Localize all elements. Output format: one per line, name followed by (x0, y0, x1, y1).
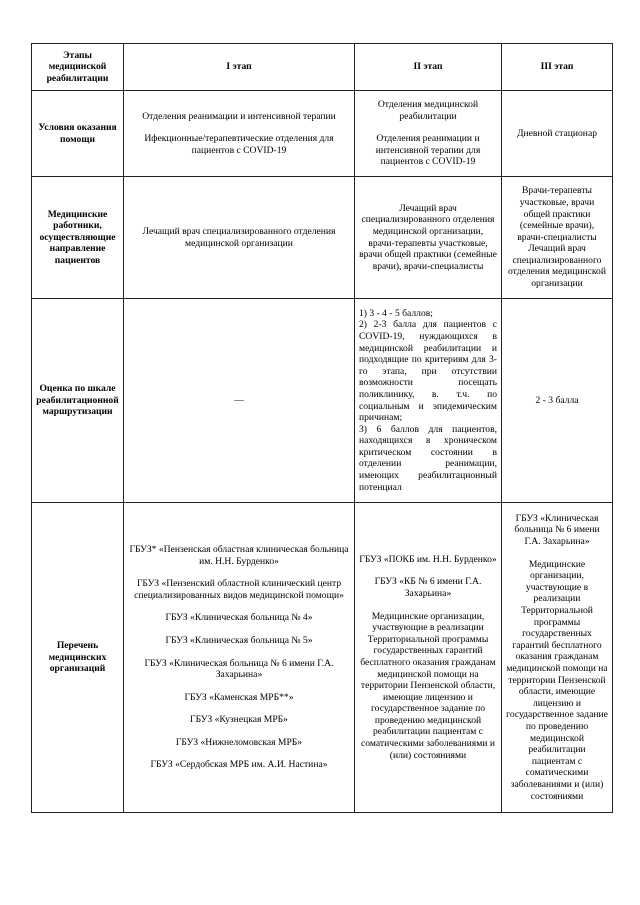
conditions-stage-1-item: Ифекционные/терапевтические отделения для пациентов с COVID-19 (144, 133, 334, 156)
org-item: ГБУЗ «Сердобская МРБ им. А.И. Настина» (150, 759, 328, 771)
org-item: ГБУЗ «КБ № 6 имени Г.А. Захарьина» (374, 576, 482, 599)
org-item: Медицинские организации, участвующие в реализации Территориальной программы государственных гарантий бесплатного оказания гражданам медицинской помощи на территории Пензенской области, имеющие лицензию и государственное задание по проведению медицинской реабилитации пациентам с соматическими заболеваниями и (или) состояниями (360, 610, 496, 761)
org-item: ГБУЗ* «Пензенская областная клиническая больница им. Н.Н. Бурденко» (129, 543, 349, 567)
orgs-stage-1 (124, 503, 355, 813)
conditions-stage-2 (355, 91, 502, 177)
scale-stage-1: — (124, 299, 355, 503)
scale-criterion: 2) 2-3 балла для пациентов с COVID-19, нуждающихся в медицинской реабилитации и подходящие по критериям для 3-го этапа, при отсутствии возможности посещать поликлинику, в. т.ч. по социальным и эпидемическим причинам; (359, 319, 497, 424)
org-item: ГБУЗ «Клиническая больница № 6 имени Г.А. Захарьина» (144, 657, 334, 681)
scale-criterion: 3) 6 баллов для пациентов, находящихся в хроническом критическом состоянии в отделении реанимации, имеющих реабилитационный потенциал (359, 423, 497, 493)
org-item: ГБУЗ «Пензенский областной клинический центр специализированных видов медицинской помощи» (134, 578, 344, 601)
workers-stage-3: Врачи-терапевты участковые, врачи общей практики (семейные врачи), врачи-специалисты Лечащий врач специализированного отделения медицинской организации (502, 177, 613, 299)
rehabilitation-stages-table (31, 43, 613, 813)
org-item: ГБУЗ «ПОКБ им. Н.Н. Бурденко» (359, 553, 497, 565)
scale-row (32, 299, 613, 503)
header-stage-2: II этап (355, 44, 502, 91)
orgs-stage-3 (502, 503, 613, 813)
header-row (32, 44, 613, 91)
workers-stage-1: Лечащий врач специализированного отделения медицинской организации (124, 177, 355, 299)
org-item: ГБУЗ «Каменская МРБ**» (184, 691, 294, 703)
conditions-label: Условия оказания помощи (32, 91, 124, 177)
org-item: ГБУЗ «Клиническая больница № 6 имени Г.А. Захарьина» (514, 512, 600, 548)
org-item: ГБУЗ «Клиническая больница № 4» (165, 612, 313, 624)
header-stages: Этапы медицинской реабилитации (32, 44, 124, 91)
scale-criterion: 1) 3 - 4 - 5 баллов; (359, 307, 433, 319)
scale-label: Оценка по шкале реабилитационной маршрутизации (32, 299, 124, 503)
conditions-stage-2-item: Отделения медицинской реабилитации (377, 99, 479, 122)
scale-stage-2 (355, 299, 502, 503)
orgs-label: Перечень медицинских организаций (32, 503, 124, 813)
workers-row (32, 177, 613, 299)
workers-label: Медицинские работники, осуществляющие направление пациентов (32, 177, 124, 299)
header-stage-3: III этап (502, 44, 613, 91)
conditions-stage-3: Дневной стационар (502, 91, 613, 177)
org-item: ГБУЗ «Клиническая больница № 5» (165, 634, 313, 646)
conditions-stage-2-item: Отделения реанимации и интенсивной терапии для пациентов с COVID-19 (375, 133, 481, 168)
org-item: Медицинские организации, участвующие в реализации Территориальной программы государственных гарантий бесплатного оказания гражданам медицинской помощи на территории Пензенской области, имеющие лицензию и государственное задание по проведению медицинской реабилитации пациентам с соматическими заболеваниями и (или) состояниями (506, 558, 608, 802)
header-stage-1: I этап (124, 44, 355, 91)
conditions-stage-1-item: Отделения реанимации и интенсивной терапии (142, 110, 336, 122)
workers-stage-2: Лечащий врач специализированного отделения медицинской организации, врачи-терапевты участковые, врачи общей практики (семейные врачи), врачи-специалисты (355, 177, 502, 299)
conditions-row (32, 91, 613, 177)
org-item: ГБУЗ «Кузнецкая МРБ» (190, 714, 288, 726)
org-item: ГБУЗ «Нижнеломовская МРБ» (175, 736, 303, 748)
scale-stage-3: 2 - 3 балла (502, 299, 613, 503)
orgs-row (32, 503, 613, 813)
orgs-stage-2 (355, 503, 502, 813)
conditions-stage-1 (124, 91, 355, 177)
